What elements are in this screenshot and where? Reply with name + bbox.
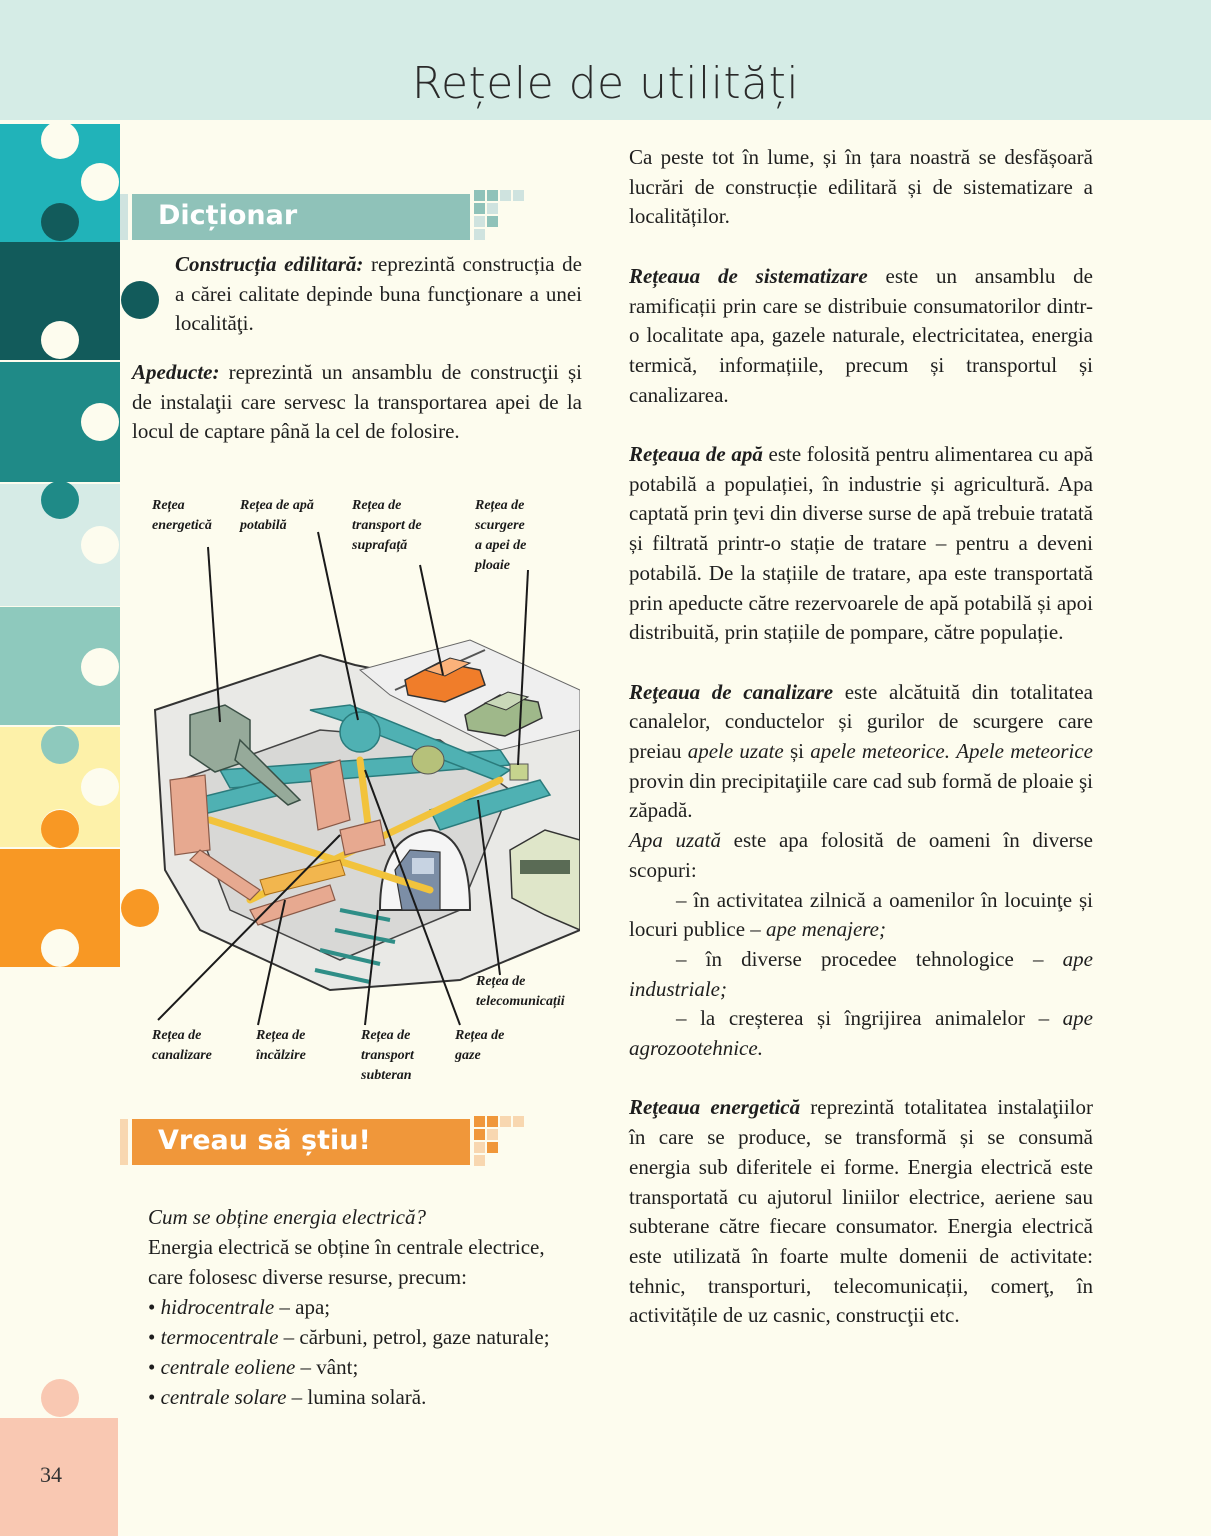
paragraph-energetica: Reţeaua energetică reprezintă totalitatea instalaţiilor în care se produce, se transformă și se consumă energia sub diferitele ei forme. Energia electrică este transportată cu ajutorul liniilor electrice, aeriene sau subterane către fiecare consumator. Energia electrică este utilizată în foarte multe domenii de activitate: tehnic, transporturi, telecomunicații, comerţ, în activitățile de uz casnic, construcţii etc. — [629, 1095, 1093, 1328]
label-line: Rețea de — [476, 974, 526, 989]
paragraph-sistematizare: Rețeaua de sistematizare este un ansamblu de ramificații prin care se distribuie consumatorilor dintr-o localitate apa, gazele naturale, electricitatea, energia termică, informațiile, precum și transportul și canalizarea. — [629, 263, 1093, 407]
label-retea-energetica — [152, 496, 212, 536]
dictionary-definition: reprezintă un ansamblu de construcţii și de instalaţii care servesc la transportarea apei de la locul de captare până la cel de folosire. — [132, 360, 582, 444]
label-line: subteran — [361, 1068, 412, 1083]
label-line: gaze — [455, 1048, 481, 1063]
dictionary-definition: reprezintă construcția de a cărei calitate depinde buna funcţionare a unei localităţi. — [175, 252, 582, 336]
label-line: potabilă — [240, 518, 287, 533]
label-retea-scurgere — [475, 496, 526, 576]
water-valve-icon — [340, 712, 380, 752]
dictionary-title: Dicționar — [158, 200, 298, 231]
label-line: Rețea de — [475, 498, 525, 513]
label-line: suprafață — [352, 538, 408, 553]
label-retea-gaze — [455, 1026, 504, 1066]
label-line: a apei de — [475, 538, 527, 553]
want-to-know-title: Vreau să știu! — [158, 1125, 371, 1156]
label-line: ploaie — [475, 558, 510, 573]
paragraph-apa-uzata: Apa uzată este apa folosită de oameni în diverse scopuri: — [629, 828, 1093, 882]
label-line: telecomunicații — [476, 994, 565, 1009]
label-retea-incalzire — [256, 1026, 306, 1066]
paragraph-apa: Reţeaua de apă este folosită pentru alimentarea cu apă potabilă a populației, în industrie și agricultură. Apa captată prin ţevi din diverse surse de apă trebuie tratată și filtrată printr-o stație de tratare – pentru a deveni potabilă. De la stațiile de tratare, apa este transportată prin apeducte către rezervoarele de apă potabilă și apoi distribuită, prin stațiile de pompare, către populație. — [629, 442, 1094, 645]
decorative-squares — [474, 190, 524, 240]
decorative-squares — [474, 1116, 524, 1166]
list-item-agrozootehnice: – la creșterea și îngrijirea animalelor – ape agrozootehnice. — [629, 1006, 1093, 1061]
intro-line: Energia electrică se obține în centrale electrice, — [148, 1235, 545, 1259]
page-number: 34 — [40, 1462, 62, 1487]
label-line: scurgere — [475, 518, 525, 533]
label-line: Rețea de — [152, 1028, 202, 1043]
list-item: • centrale solare – lumina solară. — [148, 1385, 427, 1409]
label-line: canalizare — [152, 1048, 212, 1063]
label-line: transport de — [352, 518, 422, 533]
label-retea-canalizare — [152, 1026, 212, 1066]
question: Cum se obține energia electrică? — [148, 1205, 426, 1229]
list-item: • centrale eoliene – vânt; — [148, 1355, 359, 1379]
dictionary-term: Construcția edilitară: — [175, 252, 364, 276]
dictionary-entry-constructia — [175, 250, 582, 339]
intro-line: care folosesc diverse resurse, precum: — [148, 1265, 467, 1289]
label-line: energetică — [152, 518, 212, 533]
label-line: încălzire — [256, 1048, 306, 1063]
label-retea-apa-potabila — [240, 496, 314, 536]
dictionary-entry-apeducte — [132, 358, 582, 447]
label-line: Rețea de — [256, 1028, 306, 1043]
want-to-know-header — [120, 1119, 470, 1165]
page-title: Rețele de utilități — [411, 58, 800, 109]
list-item-industriale: – în diverse procedee tehnologice – ape industriale; — [629, 946, 1093, 1001]
label-line: Rețea de — [352, 498, 402, 513]
label-line: Rețea de apă — [240, 498, 314, 513]
label-retea-transport-suprafata — [352, 496, 422, 556]
label-retea-telecomunicatii — [476, 972, 565, 1012]
want-to-know-body — [148, 1202, 588, 1412]
intro-paragraph: Ca peste tot în lume, și în țara noastră se desfășoară lucrări de construcție edilitară și de sistematizare a localităților. — [629, 145, 1093, 229]
paragraph-canalizare: Reţeaua de canalizare este alcătuită din totalitatea canalelor, conductelor și gurilor de scurgere care preiau apele uzate și apele meteorice. Apele meteorice provin din precipitaţiile care cad sub formă de ploaie şi zăpadă. — [629, 679, 1094, 823]
list-item-menajere: – în activitatea zilnică a oamenilor în locuinţe și locuri publice – ape menajere; — [629, 887, 1093, 942]
label-line: transport — [361, 1048, 414, 1063]
list-item: • termocentrale – cărbuni, petrol, gaze naturale; — [148, 1325, 550, 1349]
main-text-column — [629, 143, 1093, 1331]
label-line: Rețea de — [455, 1028, 505, 1043]
dictionary-header — [120, 194, 470, 240]
list-item: • hidrocentrale – apa; — [148, 1295, 331, 1319]
dictionary-term: Apeducte: — [132, 360, 220, 384]
label-line: Rețea — [152, 498, 185, 513]
label-line: Rețea de — [361, 1028, 411, 1043]
label-retea-transport-subteran — [361, 1026, 414, 1086]
